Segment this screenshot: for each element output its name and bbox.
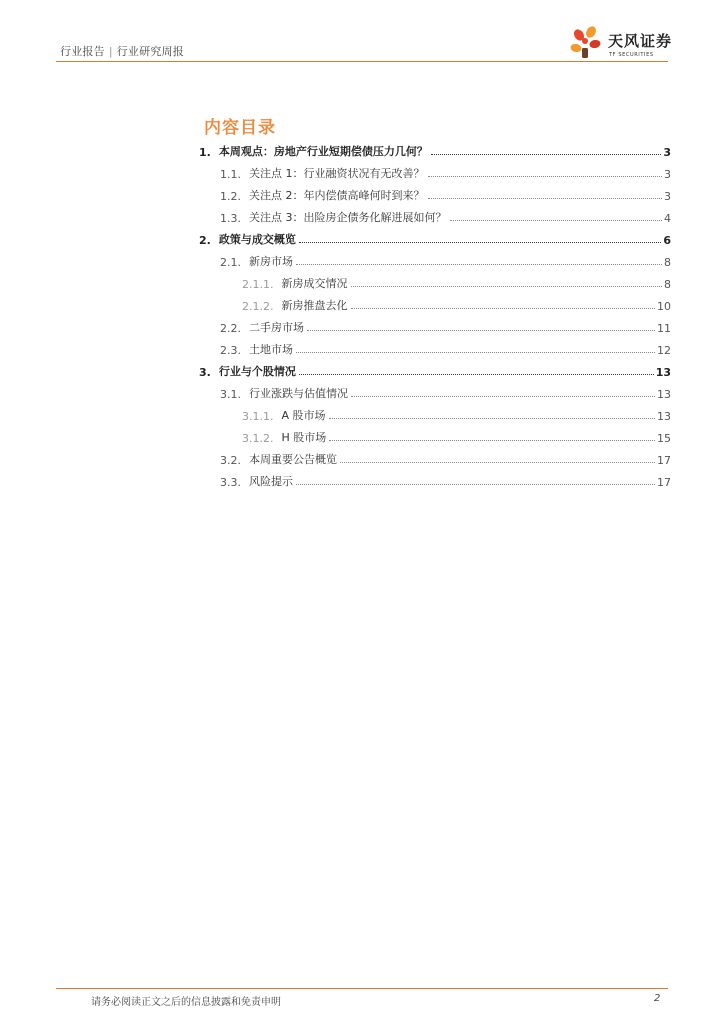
- toc-entry-number: 3.: [199, 366, 211, 379]
- toc-entry-number: 2.: [199, 234, 211, 247]
- toc-entry[interactable]: [199, 229, 671, 247]
- toc-entry-number: 1.3.: [220, 212, 241, 225]
- toc-dot-leader: [450, 220, 663, 221]
- toc-entry-number: 2.1.1.: [242, 278, 274, 291]
- page-number: 2: [654, 993, 661, 1004]
- toc-entry[interactable]: [242, 273, 671, 291]
- toc-entry-page: 3: [663, 146, 671, 159]
- report-type: 行业报告: [60, 45, 105, 58]
- toc-entry-page: 11: [657, 322, 671, 335]
- toc-dot-leader: [351, 308, 656, 309]
- toc-entry[interactable]: [199, 361, 671, 379]
- toc-entry-number: 1.: [199, 146, 211, 159]
- toc-entry[interactable]: [220, 163, 671, 181]
- toc-entry-title: 土地市场: [249, 343, 293, 356]
- toc-entry-page: 10: [657, 300, 671, 313]
- toc-dot-leader: [428, 176, 663, 177]
- toc-dot-leader: [431, 154, 662, 155]
- toc-title: 内容目录: [204, 118, 276, 138]
- toc-entry-page: 12: [657, 344, 671, 357]
- toc-entry[interactable]: [242, 405, 671, 423]
- toc-entry-title: 新房推盘去化: [281, 299, 348, 312]
- toc-entry-page: 13: [657, 388, 671, 401]
- toc-entry-page: 17: [657, 476, 671, 489]
- toc-entry[interactable]: [220, 185, 671, 203]
- toc-entry-number: 3.1.1.: [242, 410, 274, 423]
- toc-dot-leader: [296, 264, 662, 265]
- toc-dot-leader: [307, 330, 655, 331]
- toc-entry-title: 行业涨跌与估值情况: [249, 387, 348, 400]
- toc-entry-page: 3: [664, 168, 671, 181]
- toc-entry-page: 13: [655, 366, 671, 379]
- logo-chinese-name: 天风证券: [608, 32, 673, 50]
- toc-entry[interactable]: [220, 251, 671, 269]
- toc-dot-leader: [340, 462, 655, 463]
- toc-entry[interactable]: [220, 207, 671, 225]
- toc-entry-title: 政策与成交概览: [218, 233, 296, 246]
- toc-entry-title: H 股市场: [281, 431, 327, 444]
- toc-dot-leader: [428, 198, 663, 199]
- header-divider: [56, 61, 668, 62]
- toc-dot-leader: [296, 484, 655, 485]
- header-separator: |: [108, 45, 113, 58]
- toc-entry-page: 15: [657, 432, 671, 445]
- logo-english-name: TF SECURITIES: [609, 52, 654, 58]
- toc-entry-number: 1.2.: [220, 190, 241, 203]
- footer-disclaimer: 请务必阅读正文之后的信息披露和免责申明: [91, 997, 281, 1008]
- toc-entry[interactable]: [242, 427, 671, 445]
- toc-dot-leader: [329, 440, 655, 441]
- toc-entry-title: 二手房市场: [249, 321, 304, 334]
- toc-entry-page: 3: [664, 190, 671, 203]
- toc-entry-title: 关注点 1：行业融资状况有无改善？: [249, 167, 425, 180]
- toc-entry-number: 2.1.: [220, 256, 241, 269]
- toc-entry[interactable]: [199, 141, 671, 159]
- toc-entry-title: 关注点 2：年内偿债高峰何时到来？: [249, 189, 425, 202]
- toc-entry-title: 新房成交情况: [281, 277, 348, 290]
- toc-entry-number: 1.1.: [220, 168, 241, 181]
- toc-entry-page: 6: [663, 234, 671, 247]
- footer-divider: [56, 988, 668, 989]
- report-category: [60, 43, 184, 59]
- toc-entry-number: 3.1.: [220, 388, 241, 401]
- toc-entry[interactable]: [220, 383, 671, 401]
- toc-entry[interactable]: [220, 449, 671, 467]
- toc-entry-number: 3.3.: [220, 476, 241, 489]
- toc-entry-number: 2.2.: [220, 322, 241, 335]
- toc-dot-leader: [299, 242, 662, 243]
- toc-dot-leader: [299, 374, 654, 375]
- toc-entry-title: 本周观点：房地产行业短期偿债压力几何？: [218, 145, 428, 158]
- toc-entry[interactable]: [220, 339, 671, 357]
- toc-entry-page: 4: [664, 212, 671, 225]
- toc-entry-number: 3.2.: [220, 454, 241, 467]
- toc-dot-leader: [351, 286, 663, 287]
- toc-dot-leader: [296, 352, 655, 353]
- toc-dot-leader: [351, 396, 655, 397]
- toc-entry-page: 8: [664, 256, 671, 269]
- toc-entry-title: 风险提示: [249, 475, 293, 488]
- toc-entry-number: 2.3.: [220, 344, 241, 357]
- toc-entry-title: 关注点 3：出险房企债务化解进展如何？: [249, 211, 447, 224]
- toc-entry-title: 行业与个股情况: [218, 365, 296, 378]
- toc-entry-number: 3.1.2.: [242, 432, 274, 445]
- toc-entry[interactable]: [220, 317, 671, 335]
- toc-dot-leader: [329, 418, 655, 419]
- toc-entry-title: 本周重要公告概览: [249, 453, 337, 466]
- toc-entry-title: A 股市场: [281, 409, 326, 422]
- report-subtype: 行业研究周报: [116, 45, 184, 58]
- toc-entry-page: 8: [664, 278, 671, 291]
- flower-logo-icon: [568, 24, 604, 60]
- company-logo: [568, 24, 678, 62]
- toc-entry-title: 新房市场: [249, 255, 293, 268]
- toc-entry[interactable]: [242, 295, 671, 313]
- toc-entry[interactable]: [220, 471, 671, 489]
- toc-entry-page: 13: [657, 410, 671, 423]
- toc-entry-number: 2.1.2.: [242, 300, 274, 313]
- toc-entry-page: 17: [657, 454, 671, 467]
